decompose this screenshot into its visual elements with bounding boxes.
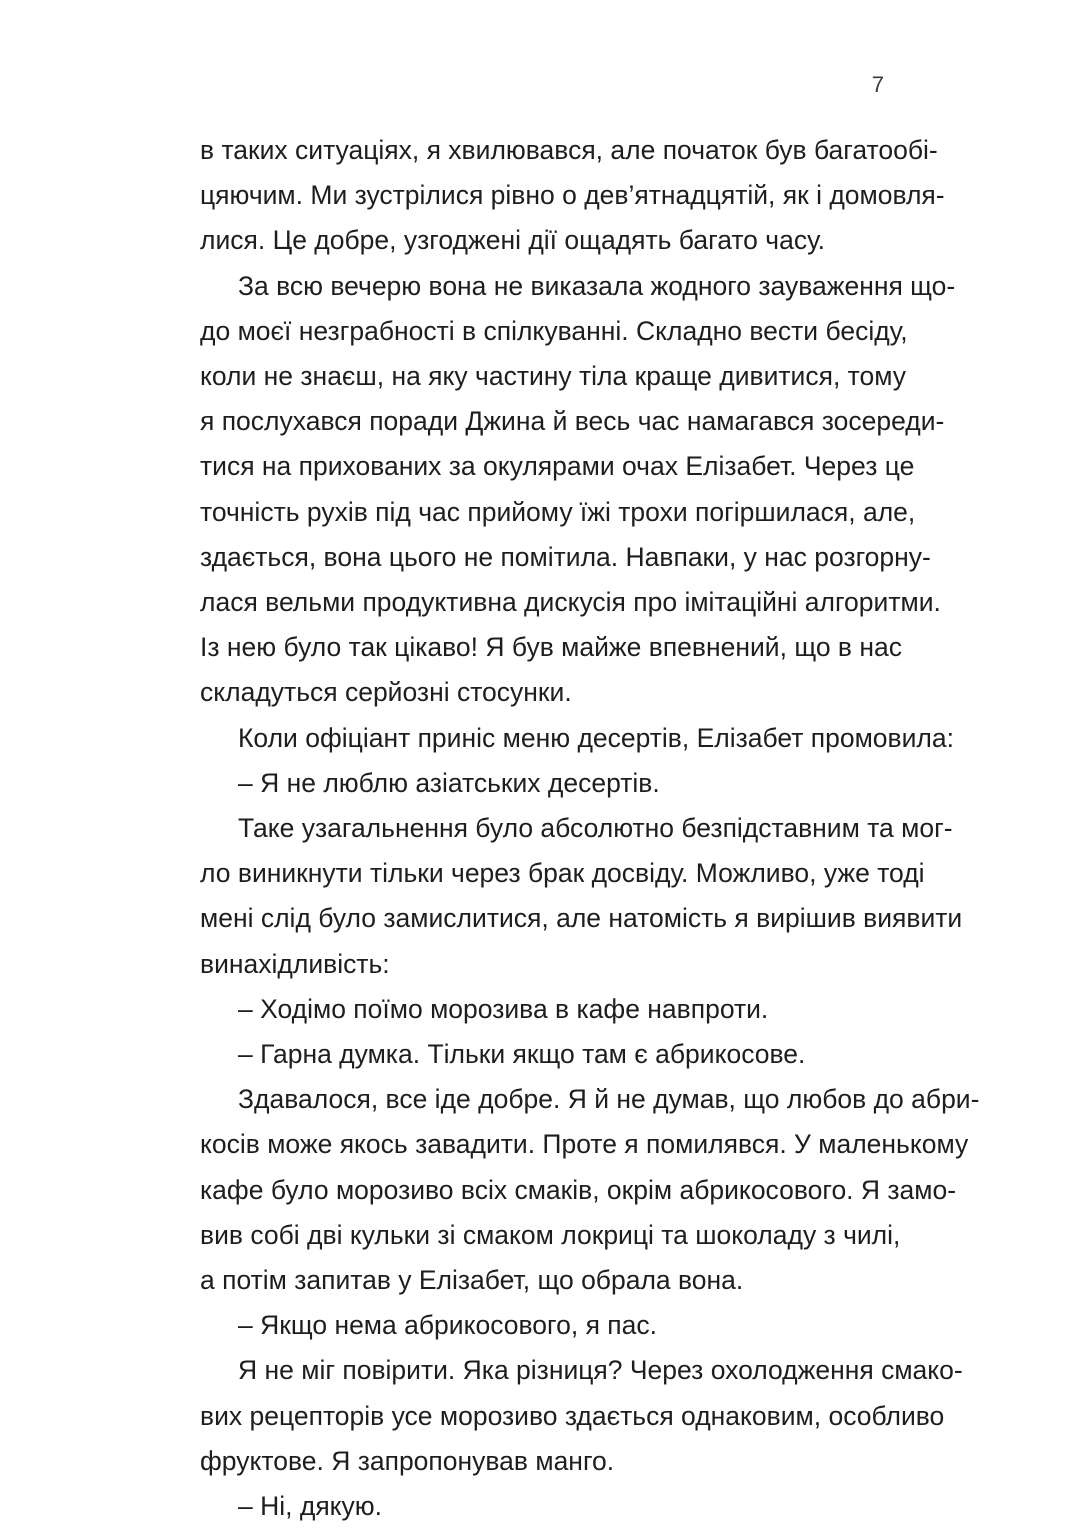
text-line: мені слід було замислитися, але натомість я вирішив виявити	[200, 903, 963, 934]
text-line: – Ходімо поїмо морозива в кафе навпроти.	[238, 993, 769, 1024]
text-line: винахідливість:	[200, 948, 390, 979]
text-line: Я не міг повірити. Яка різниця? Через охолодження смако-	[238, 1355, 963, 1386]
text-line: Із нею було так цікаво! Я був майже впевнений, що в нас	[200, 632, 902, 663]
text-line: складуться серйозні стосунки.	[200, 677, 572, 708]
text-line: цяючим. Ми зустрілися рівно о дев’ятнадцятій, як і домовля-	[200, 180, 945, 211]
text-line: вив собі дві кульки зі смаком локриці та шоколаду з чилі,	[200, 1219, 901, 1250]
text-line: точність рухів під час прийому їжі трохи погіршилася, але,	[200, 496, 916, 527]
page-number: 7	[871, 72, 884, 97]
text-line: За всю вечерю вона не виказала жодного зауваження що-	[238, 270, 956, 301]
text-line: я послухався поради Джина й весь час намагався зосереди-	[200, 406, 945, 437]
text-line: – Я не люблю азіатських десертів.	[238, 767, 660, 798]
text-line: тися на прихованих за окулярами очах Елізабет. Через це	[200, 451, 915, 482]
body-text	[200, 128, 980, 1529]
text-line: – Гарна думка. Тільки якщо там є абрикосове.	[238, 1039, 806, 1070]
text-line: фруктове. Я запропонував манго.	[200, 1445, 615, 1476]
text-line: Коли офіціант приніс меню десертів, Елізабет промовила:	[238, 722, 954, 753]
text-line: лися. Це добре, узгоджені дії ощадять багато часу.	[200, 225, 826, 256]
text-line: вих рецепторів усе морозиво здається однаковим, особливо	[200, 1400, 945, 1431]
text-line: Здавалося, все іде добре. Я й не думав, що любов до абри-	[238, 1084, 980, 1115]
text-line: косів може якось завадити. Проте я помилявся. У маленькому	[200, 1129, 969, 1160]
text-line: – Якщо нема абрикосового, я пас.	[238, 1310, 657, 1341]
text-line: – Ні, дякую.	[238, 1491, 383, 1522]
text-line: а потім запитав у Елізабет, що обрала вона.	[200, 1265, 744, 1296]
text-line: Таке узагальнення було абсолютно безпідставним та мог-	[238, 813, 953, 844]
text-line: коли не знаєш, на яку частину тіла краще дивитися, тому	[200, 361, 907, 392]
text-line: до моєї незграбності в спілкуванні. Складно вести бесіду,	[200, 315, 908, 346]
text-line: здається, вона цього не помітила. Навпаки, у нас розгорну-	[200, 541, 931, 572]
text-line: ло виникнути тільки через брак досвіду. Можливо, уже тоді	[200, 858, 925, 889]
text-line: лася вельми продуктивна дискусія про імітаційні алгоритми.	[200, 587, 941, 618]
text-line: кафе було морозиво всіх смаків, окрім абрикосового. Я замо-	[200, 1174, 957, 1205]
text-line: в таких ситуаціях, я хвилювався, але початок був багатообі-	[200, 135, 938, 165]
